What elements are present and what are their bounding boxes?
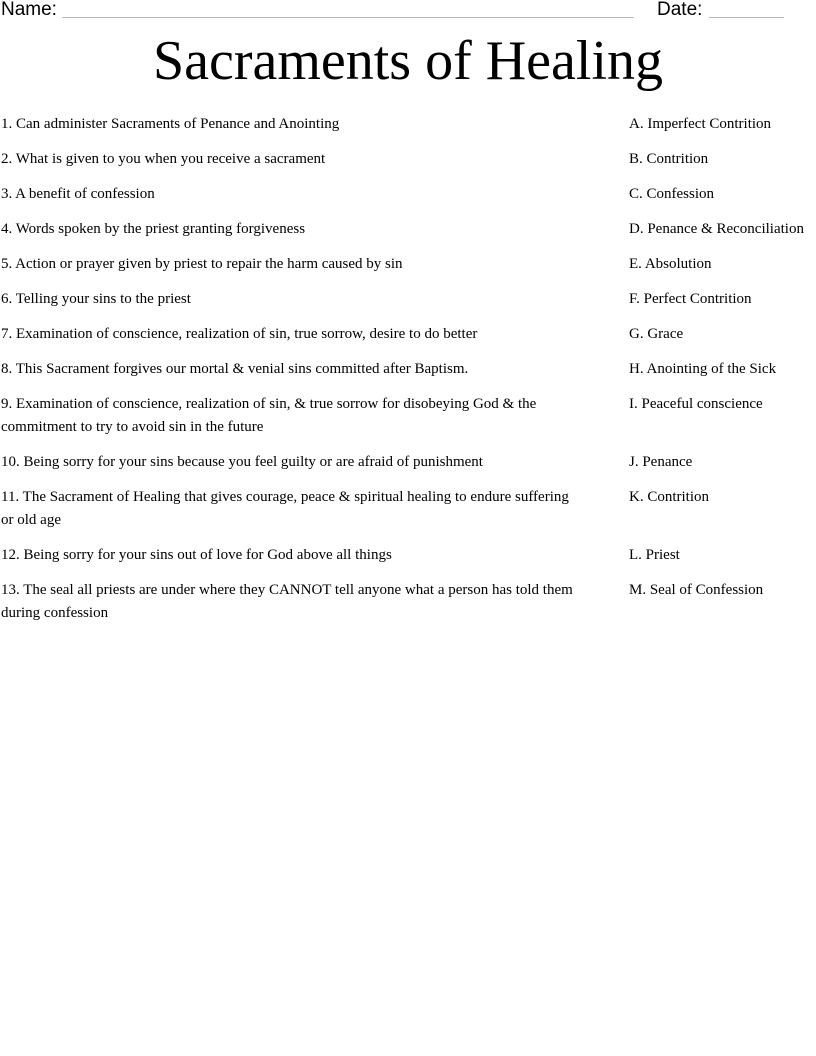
answer-option: H. Anointing of the Sick: [629, 361, 777, 377]
question-text: 11. The Sacrament of Healing that gives courage, peace & spiritual healing to endure suffering or old age: [1, 489, 569, 528]
answer-option: M. Seal of Confession: [629, 582, 764, 598]
date-blank-line: [709, 17, 784, 18]
question-text: 9. Examination of conscience, realization of sin, & true sorrow for disobeying God & the commitment to try to avoid sin in the future: [1, 396, 537, 435]
question-text: 4. Words spoken by the priest granting forgiveness: [1, 221, 306, 237]
matching-row: [0, 253, 816, 276]
worksheet-header: [0, 0, 816, 24]
worksheet-title: Sacraments of Healing: [152, 30, 664, 92]
matching-row: [0, 288, 816, 311]
matching-row: [0, 579, 816, 625]
answer-option: E. Absolution: [629, 256, 712, 272]
question-text: 12. Being sorry for your sins out of love for God above all things: [1, 547, 392, 563]
answer-option: A. Imperfect Contrition: [629, 116, 772, 132]
answer-option: D. Penance & Reconciliation: [629, 221, 804, 237]
answer-option: L. Priest: [629, 547, 680, 563]
question-text: 10. Being sorry for your sins because you feel guilty or are afraid of punishment: [1, 454, 483, 470]
question-text: 6. Telling your sins to the priest: [1, 291, 191, 307]
matching-row: [0, 393, 816, 439]
question-text: 7. Examination of conscience, realization of sin, true sorrow, desire to do better: [1, 326, 478, 342]
name-blank-line: [62, 17, 634, 18]
question-text: 3. A benefit of confession: [1, 186, 155, 202]
question-text: 13. The seal all priests are under where they CANNOT tell anyone what a person has told them during confession: [1, 582, 573, 621]
answer-option: F. Perfect Contrition: [629, 291, 752, 307]
matching-row: [0, 358, 816, 381]
question-text: 8. This Sacrament forgives our mortal & venial sins committed after Baptism.: [1, 361, 469, 377]
matching-row: [0, 218, 816, 241]
answer-option: J. Penance: [629, 454, 693, 470]
answer-option: I. Peaceful conscience: [629, 396, 763, 412]
answer-option: C. Confession: [629, 186, 715, 202]
answer-option: K. Contrition: [629, 489, 710, 505]
matching-list: [0, 113, 816, 637]
name-label: Name:: [1, 0, 57, 20]
matching-row: [0, 183, 816, 206]
date-label: Date:: [657, 0, 703, 20]
matching-row: [0, 148, 816, 171]
matching-row: [0, 113, 816, 136]
answer-option: G. Grace: [629, 326, 684, 342]
question-text: 5. Action or prayer given by priest to repair the harm caused by sin: [1, 256, 403, 272]
matching-row: [0, 486, 816, 532]
question-text: 1. Can administer Sacraments of Penance and Anointing: [1, 116, 340, 132]
matching-row: [0, 544, 816, 567]
answer-option: B. Contrition: [629, 151, 709, 167]
question-text: 2. What is given to you when you receive a sacrament: [1, 151, 326, 167]
matching-row: [0, 451, 816, 474]
matching-row: [0, 323, 816, 346]
